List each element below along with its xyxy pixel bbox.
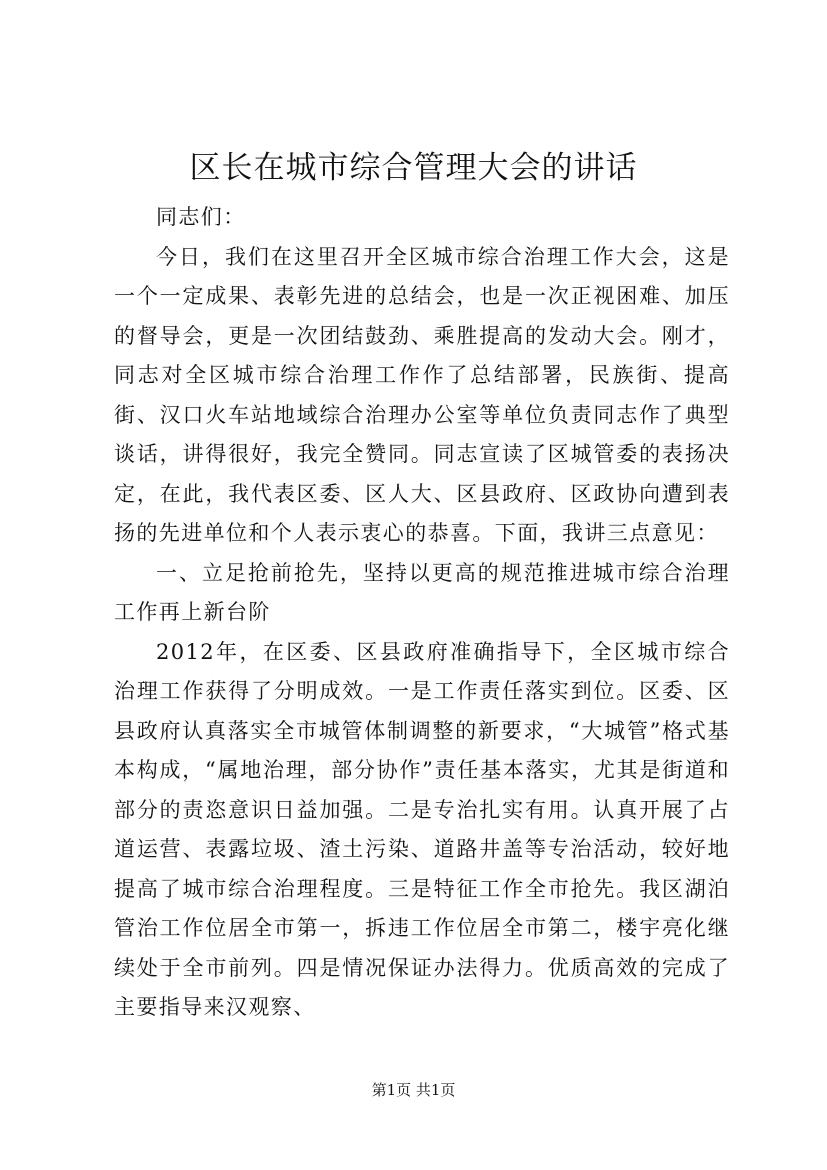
- document-body: [114, 198, 730, 1028]
- section-heading-1: 一、立足抢前抢先，坚持以更高的规范推进城市综合治理工作再上新台阶: [114, 560, 730, 624]
- paragraph-achievements: 2012年，在区委、区县政府准确指导下，全区城市综合治理工作获得了分明成效。一是工作责任落实到位。区委、区县政府认真落实全市城管体制调整的新要求，“大城管”格式基本构成，“属地治理，部分协作”责任基本落实，尤其是街道和部分的责恣意识日益加强。二是专治扎实有用。认真开展了占道运营、表露垃圾、渣土污染、道路井盖等专治活动，较好地提高了城市综合治理程度。三是特征工作全市抢先。我区湖泊管治工作位居全市第一，拆违工作位居全市第二，楼宇亮化继续处于全市前列。四是情况保证办法得力。优质高效的完成了主要指导来汉观察、: [114, 639, 730, 1019]
- paragraph-opening: 今日，我们在这里召开全区城市综合治理工作大会，这是一个一定成果、表彰先进的总结会，也是一次正视困难、加压的督导会，更是一次团结鼓劲、乘胜提高的发动大会。刚才，同志对全区城市综合治理工作作了总结部署，民族街、提高街、汉口火车站地域综合治理办公室等单位负责同志作了典型谈话，讲得很好，我完全赞同。同志宣读了区城管委的表扬决定，在此，我代表区委、区人大、区县政府、区政协向遭到表扬的先进单位和个人表示衷心的恭喜。下面，我讲三点意见：: [114, 244, 730, 545]
- page-footer: [0, 1080, 827, 1100]
- greeting: 同志们：: [156, 205, 246, 229]
- document-title: 区长在城市综合管理大会的讲话: [189, 150, 638, 186]
- page-number: 第1页 共1页: [371, 1081, 456, 1099]
